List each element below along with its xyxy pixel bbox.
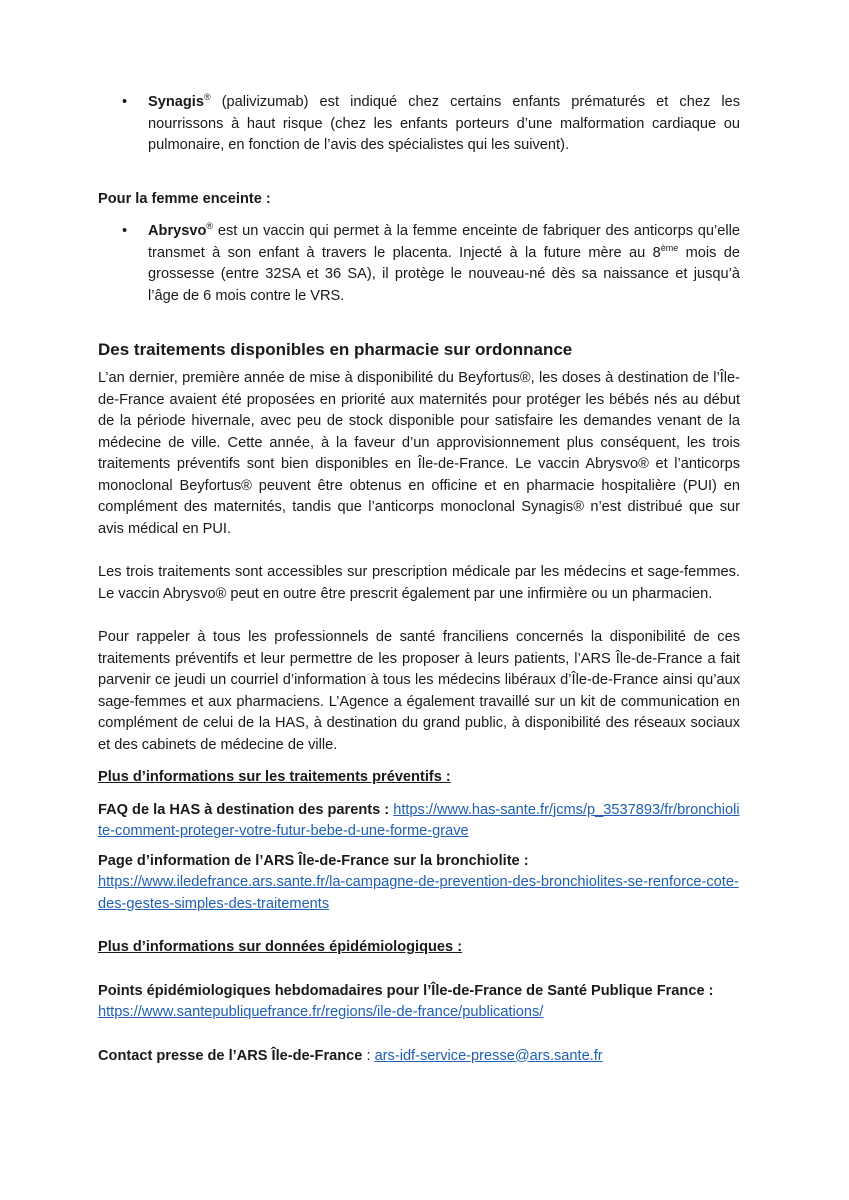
synagis-reg: ® [203,92,211,103]
synagis-name: Synagis [148,94,204,110]
synagis-text: (palivizumab) est indiqué chez certains enfants prématurés et chez les nourrissons à haut risque (chez les enfants porteurs d’une malformation cardiaque ou pulmonaire, en fonction de l’avis des spécialistes qui les suivent). [148,94,740,153]
synagis-list [98,92,740,157]
section-heading: Des traitements disponibles en pharmacie sur ordonnance [98,340,573,359]
faq-link[interactable]: https://www.has-sante.fr/jcms/p_3537893/fr/bronchiolite-comment-proteger-votre-futur-bebe-d-une-forme-grave [98,801,740,839]
bullet-icon: • [122,223,128,239]
contact-label: Contact presse de l’ARS Île-de-France [98,1047,363,1064]
ars-info-label: Page d’information de l’ARS Île-de-France sur la bronchiolite : [98,852,529,869]
spf-link[interactable]: https://www.santepubliquefrance.fr/regions/ile-de-france/publications/ [98,1004,544,1020]
section-paragraph-2: Les trois traitements sont accessibles sur prescription médicale par les médecins et sage-femmes. Le vaccin Abrysvo® peut en outre être prescrit également par une infirmière ou un pharmacien. [98,564,740,602]
contact-email-link[interactable]: ars-idf-service-presse@ars.sante.fr [374,1047,603,1064]
section-paragraph-1: L’an dernier, première année de mise à disponibilité du Beyfortus®, les doses à destination de l’Île-de-France avaient été proposées en priorité aux maternités pour protéger les bébés nés au début de la période hivernale, avec peu de stock disponible pour satisfaire les demandes venant de la médecine de ville. Cette année, à la faveur d’un approvisionnement plus conséquent, les trois traitements préventifs sont bien disponibles en Île-de-France. Le vaccin Abrysvo® et l’anticorps monoclonal Beyfortus® peuvent être obtenus en officine et en pharmacie hospitalière (PUI) en complément des maternités, tandis que l’anticorps monoclonal Synagis® n’est distribué que sur avis médical en PUI. [98,370,740,537]
bullet-icon: • [122,94,128,110]
abrysvo-item [98,221,740,307]
faq-label: FAQ de la HAS à destination des parents : [98,801,390,818]
spf-label: Points épidémiologiques hebdomadaires pour l’Île-de-France de Santé Publique France : [98,982,714,999]
abrysvo-name: Abrysvo [148,223,207,239]
abrysvo-list [98,221,740,307]
document-page [98,92,740,1067]
contact-sep: : [362,1047,375,1064]
ars-info-link[interactable]: https://www.iledefrance.ars.sante.fr/la-campagne-de-prevention-des-bronchiolites-se-renforce-cote-des-gestes-simples-des-traitements [98,874,739,912]
abrysvo-text-1: est un vaccin qui permet à la femme enceinte de fabriquer des anticorps qu’elle transmet à son enfant à travers le placenta. Injecté à la future mère au 8 [148,223,740,261]
treatments-info-heading: Plus d’informations sur les traitements préventifs : [98,769,451,785]
synagis-item [98,92,740,157]
section-paragraph-3: Pour rappeler à tous les professionnels de santé franciliens concernés la disponibilité de ces traitements préventifs et leur permettre de les proposer à leurs patients, l’ARS Île-de-France a fait parvenir ce jeudi un courriel d’information à tous les médecins libéraux d’Île-de-France ainsi qu’aux sage-femmes et aux pharmaciens. L’Agence a également travaillé sur un kit de communication en complément de celui de la HAS, à destination du grand public, à disponibilité des réseaux sociaux et des cabinets de médecine de ville. [98,629,740,753]
abrysvo-reg: ® [206,221,214,232]
pregnant-label: Pour la femme enceinte : [98,190,271,207]
abrysvo-text-2: mois de grossesse (entre 32SA et 36 SA), il protège le nouveau-né dès sa naissance et jusqu’à l’âge de 6 mois contre le VRS. [148,244,740,304]
epi-info-heading: Plus d’informations sur données épidémiologiques : [98,939,463,955]
abrysvo-sup: ème [660,242,679,253]
